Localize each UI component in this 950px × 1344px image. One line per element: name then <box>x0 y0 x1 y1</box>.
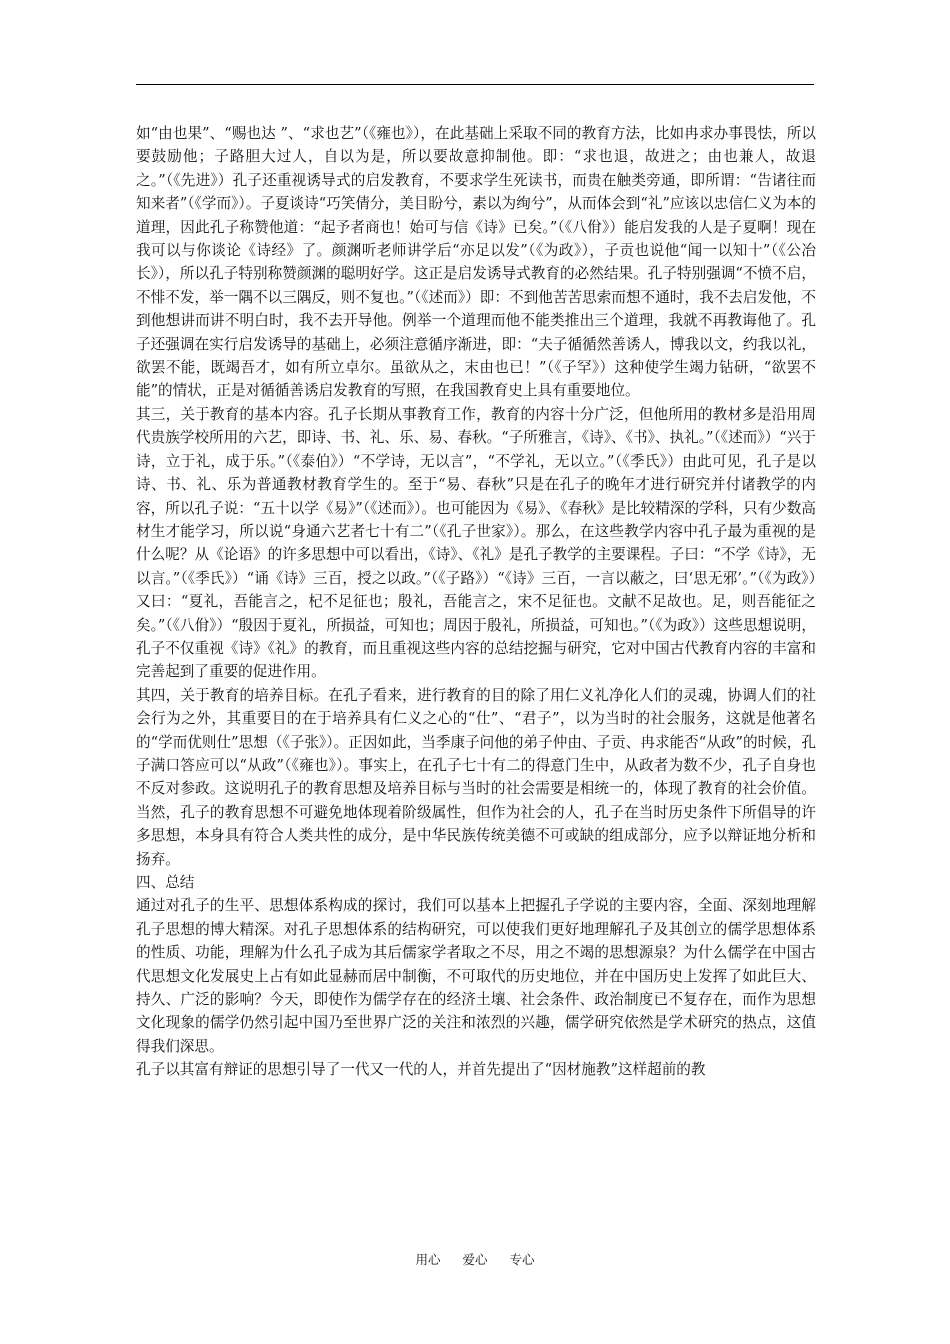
paragraph-summary: 通过对孔子的生平、思想体系构成的探讨，我们可以基本上把握孔子学说的主要内容，全面、深刻地理解孔子思想的博大精深。对孔子思想体系的结构研究，可以使我们更好地理解孔子及其创立的儒学思想体系的性质、功能，理解为什么孔子成为其后儒家学者取之不尽，用之不竭的思想源泉？为什么儒学在中国古代思想文化发展史上占有如此显赫而居中制衡，不可取代的历史地位，并在中国历史上发挥了如此巨大、持久、广泛的影响？今天，即使作为儒学存在的经济土壤、社会条件、政治制度已不复存在，而作为思想文化现象的儒学仍然引起中国乃至世界广泛的关注和浓烈的兴趣，儒学研究依然是学术研究的热点，这值得我们深思。 <box>136 897 816 1055</box>
paragraph-teaching-method: 如“由也果”、“赐也达 ”、“求也艺”（《雍也》），在此基础上采取不同的教育方法，比如冉求办事畏怯，所以要鼓励他；子路胆大过人，自以为是，所以要故意抑制他。即：“求也退，故进之；由也兼人，故退之。”（《先进》）孔子还重视诱导式的启发教育，不要求学生死读书，而贵在触类旁通，即所谓：“告诸往而知来者”（《学而》）。子夏谈诗“巧笑倩分，美目盼兮，素以为绚兮”，从而体会到“礼”应该以忠信仁义为本的道理，因此孔子称赞他道：“起予者商也！始可与信《诗》已矣。”（《八佾》）能启发我的人是子夏啊！现在我可以与你谈论《诗经》了。颜渊听老师讲学后“亦足以发”（《为政》），子贡也说他“闻一以知十”（《公冶长》），所以孔子特别称赞颜渊的聪明好学。这正是启发诱导式教育的必然结果。孔子特别强调“不愤不启，不悱不发，举一隅不以三隅反，则不复也。”（《述而》）即：不到他苦苦思索而想不通时，我不去启发他，不到他想讲而讲不明白时，我不去开导他。例举一个道理而他不能类推出三个道理，我就不再教诲他了。孔子还强调在实行启发诱导的基础上，必须注意循序渐进，即：“夫子循循然善诱人，博我以文，约我以礼，欲罢不能，既竭吾才，如有所立卓尔。虽欲从之，末由也已！”（《子罕》）这种使学生竭力钻研，“欲罢不能”的情状，正是对循循善诱启发教育的写照，在我国教育史上具有重要地位。 <box>136 125 816 400</box>
document-body <box>136 122 816 1082</box>
paragraph-education-content: 其三，关于教育的基本内容。孔子长期从事教育工作，教育的内容十分广泛，但他所用的教材多是沿用周代贵族学校所用的六艺，即诗、书、礼、乐、易、春秋。“子所雅言，《诗》、《书》、执礼。”（《述而》）“兴于诗，立于礼，成于乐。”（《泰伯》）“不学诗，无以言”，“不学礼，无以立。”（《季氏》）由此可见，孔子是以诗、书、礼、乐为普通教材教育学生的。至于“易、春秋”只是在孔子的晚年才进行研究并付诸教学的内容，所以孔子说：“五十以学《易》”（《述而》）。也可能因为《易》、《春秋》是比较精深的学科，只有少数高材生才能学习，所以说“身通六艺者七十有二”（《孔子世家》）。那么，在这些教学内容中孔子最为重视的是什么呢？从《论语》的许多思想中可以看出，《诗》、《礼》是孔子教学的主要课程。子曰：“不学《诗》，无以言。”（《季氏》）“诵《诗》三百，授之以政。”（《子路》）“《诗》三百，一言以蔽之，曰‘思无邪’。”（《为政》）又曰：“夏礼，吾能言之，杞不足征也；殷礼，吾能言之，宋不足征也。文献不足故也。足，则吾能征之矣。”（《八佾》）“殷因于夏礼，所损益，可知也；周因于殷礼，所损益，可知也。”（《为政》）这些思想说明，孔子不仅重视《诗》《礼》的教育，而且重视这些内容的总结挖掘与研究，它对中国古代教育内容的丰富和完善起到了重要的促进作用。 <box>136 405 816 681</box>
paragraph-closing: 孔子以其富有辩证的思想引导了一代又一代的人，并首先提出了“因材施教”这样超前的教 <box>136 1061 706 1079</box>
paragraph-education-goal: 其四，关于教育的培养目标。在孔子看来，进行教育的目的除了用仁义礼净化人们的灵魂，协调人们的社会行为之外，其重要目的在于培养具有仁义之心的“仕”、“君子”，以为当时的社会服务，这就是他著名的“学而优则仕”思想（《子张》）。正因如此，当季康子问他的弟子仲由、子贡、冉求能否“从政”的时候，孔子满口答应可以“从政”（《雍也》）。事实上，在孔子七十有二的得意门生中，从政者为数不少，孔子自身也不反对参政。这说明孔子的教育思想及培养目标与当时的社会需要是相统一的，体现了教育的社会价值。当然，孔子的教育思想不可避免地体现着阶级属性，但作为社会的人，孔子在当时历史条件下所倡导的许多思想，本身具有符合人类共性的成分，是中华民族传统美德不可或缺的组成部分，应予以辩证地分析和扬弃。 <box>136 686 816 868</box>
page-footer: 用心 爱心 专心 <box>415 1252 535 1267</box>
section-heading-summary: 四、总结 <box>136 874 195 891</box>
header-rule <box>136 84 814 85</box>
